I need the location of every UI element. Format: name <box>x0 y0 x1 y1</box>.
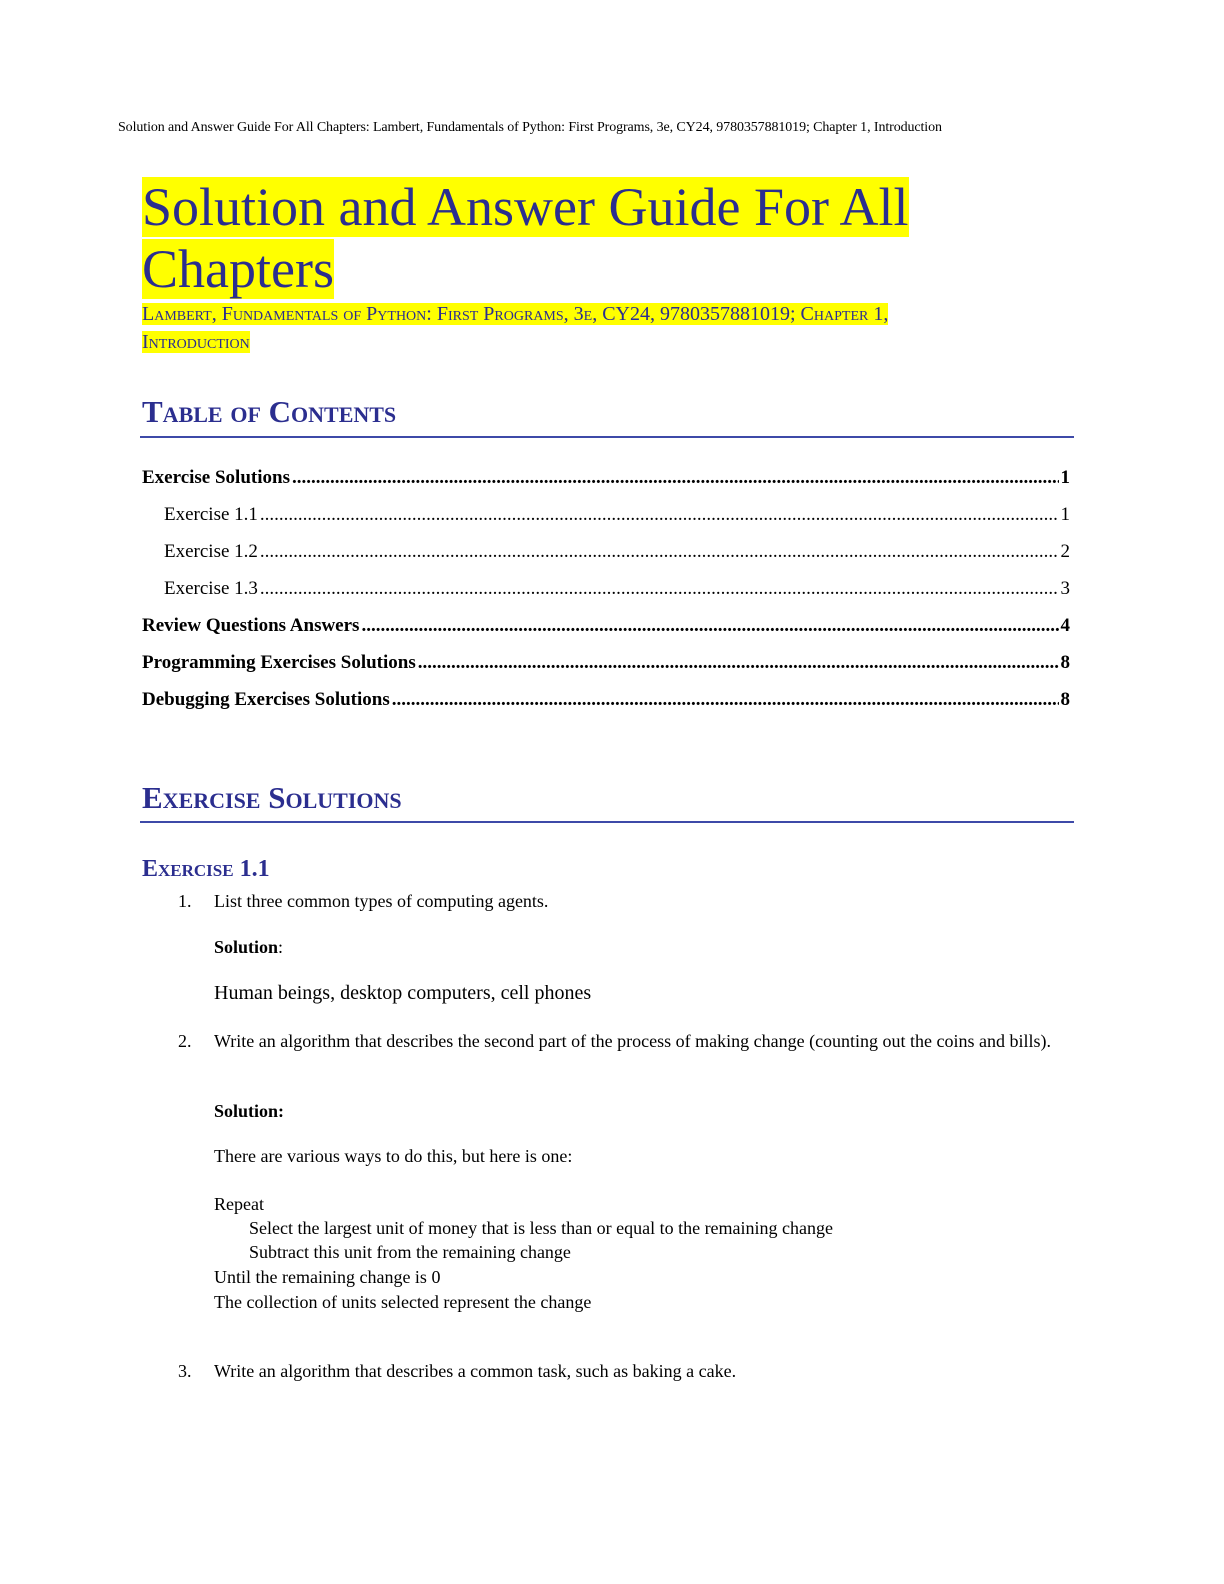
toc-entry[interactable] <box>142 563 1070 600</box>
toc-entry[interactable] <box>142 452 1070 489</box>
section-heading: Exercise Solutions <box>142 780 402 815</box>
toc-leader <box>260 541 1059 563</box>
algorithm-line: The collection of units selected represent the change <box>214 1292 592 1312</box>
toc-entry[interactable] <box>142 489 1070 526</box>
algorithm-line: Select the largest unit of money that is less than or equal to the remaining change <box>249 1218 834 1238</box>
toc-entry[interactable] <box>142 674 1070 711</box>
algorithm-line: Until the remaining change is 0 <box>214 1267 441 1287</box>
toc-leader <box>361 615 1058 637</box>
solution-intro: There are various ways to do this, but here is one: <box>214 1146 573 1166</box>
toc-entry-label: Exercise 1.2 <box>164 541 258 562</box>
toc-heading: Table of Contents <box>142 394 397 429</box>
toc-entry-label: Exercise Solutions <box>142 467 290 488</box>
running-header: Solution and Answer Guide For All Chapters: Lambert, Fundamentals of Python: First Programs, 3e, CY24, 9780357881019; Chapter 1, Introduction <box>118 120 942 135</box>
question-number: 2. <box>178 1031 192 1051</box>
subtitle-line-2: Introduction <box>142 331 250 353</box>
toc-entry-page: 1 <box>1060 467 1070 488</box>
toc-entry-page: 4 <box>1060 615 1070 636</box>
toc-leader <box>418 652 1059 674</box>
solution-label: Solution: <box>214 1101 285 1121</box>
toc-entry[interactable] <box>142 526 1070 563</box>
toc-entry-page: 3 <box>1060 578 1070 599</box>
toc-entry-label: Debugging Exercises Solutions <box>142 689 390 710</box>
document-subtitle <box>142 300 1072 356</box>
toc-entry-page: 8 <box>1060 689 1070 710</box>
toc-entry-label: Programming Exercises Solutions <box>142 652 416 673</box>
subtitle-line-1: Lambert, Fundamentals of Python: First Programs, 3e, CY24, 9780357881019; Chapter 1, <box>142 303 889 325</box>
toc-divider <box>140 436 1074 438</box>
toc-entry-label: Exercise 1.3 <box>164 578 258 599</box>
toc-entry-page: 1 <box>1060 504 1070 525</box>
toc-leader <box>260 504 1059 526</box>
solution-label: Solution: <box>214 937 284 957</box>
toc-entry-label: Exercise 1.1 <box>164 504 258 525</box>
algorithm-line: Repeat <box>214 1194 264 1214</box>
toc-entry-page: 2 <box>1060 541 1070 562</box>
document-title <box>142 176 1062 300</box>
title-line-2: Chapters <box>142 239 334 299</box>
question-text: Write an algorithm that describes a common task, such as baking a cake. <box>214 1361 737 1381</box>
question-number: 1. <box>178 891 192 911</box>
toc-entry[interactable] <box>142 600 1070 637</box>
toc-entry-label: Review Questions Answers <box>142 615 360 636</box>
toc-leader <box>392 689 1059 711</box>
question-number: 3. <box>178 1361 192 1381</box>
toc-leader <box>260 578 1059 600</box>
subsection-heading: Exercise 1.1 <box>142 856 270 882</box>
algorithm-line: Subtract this unit from the remaining change <box>249 1242 571 1262</box>
toc-entry-page: 8 <box>1060 652 1070 673</box>
section-divider <box>140 821 1074 823</box>
toc-entry[interactable] <box>142 637 1070 674</box>
title-line-1: Solution and Answer Guide For All <box>142 177 909 237</box>
table-of-contents <box>142 452 1070 711</box>
question-text: List three common types of computing agents. <box>214 891 549 911</box>
solution-answer: Human beings, desktop computers, cell phones <box>214 982 592 1004</box>
question-text: Write an algorithm that describes the second part of the process of making change (counting out the coins and bills). <box>214 1031 1052 1051</box>
toc-leader <box>292 467 1059 489</box>
